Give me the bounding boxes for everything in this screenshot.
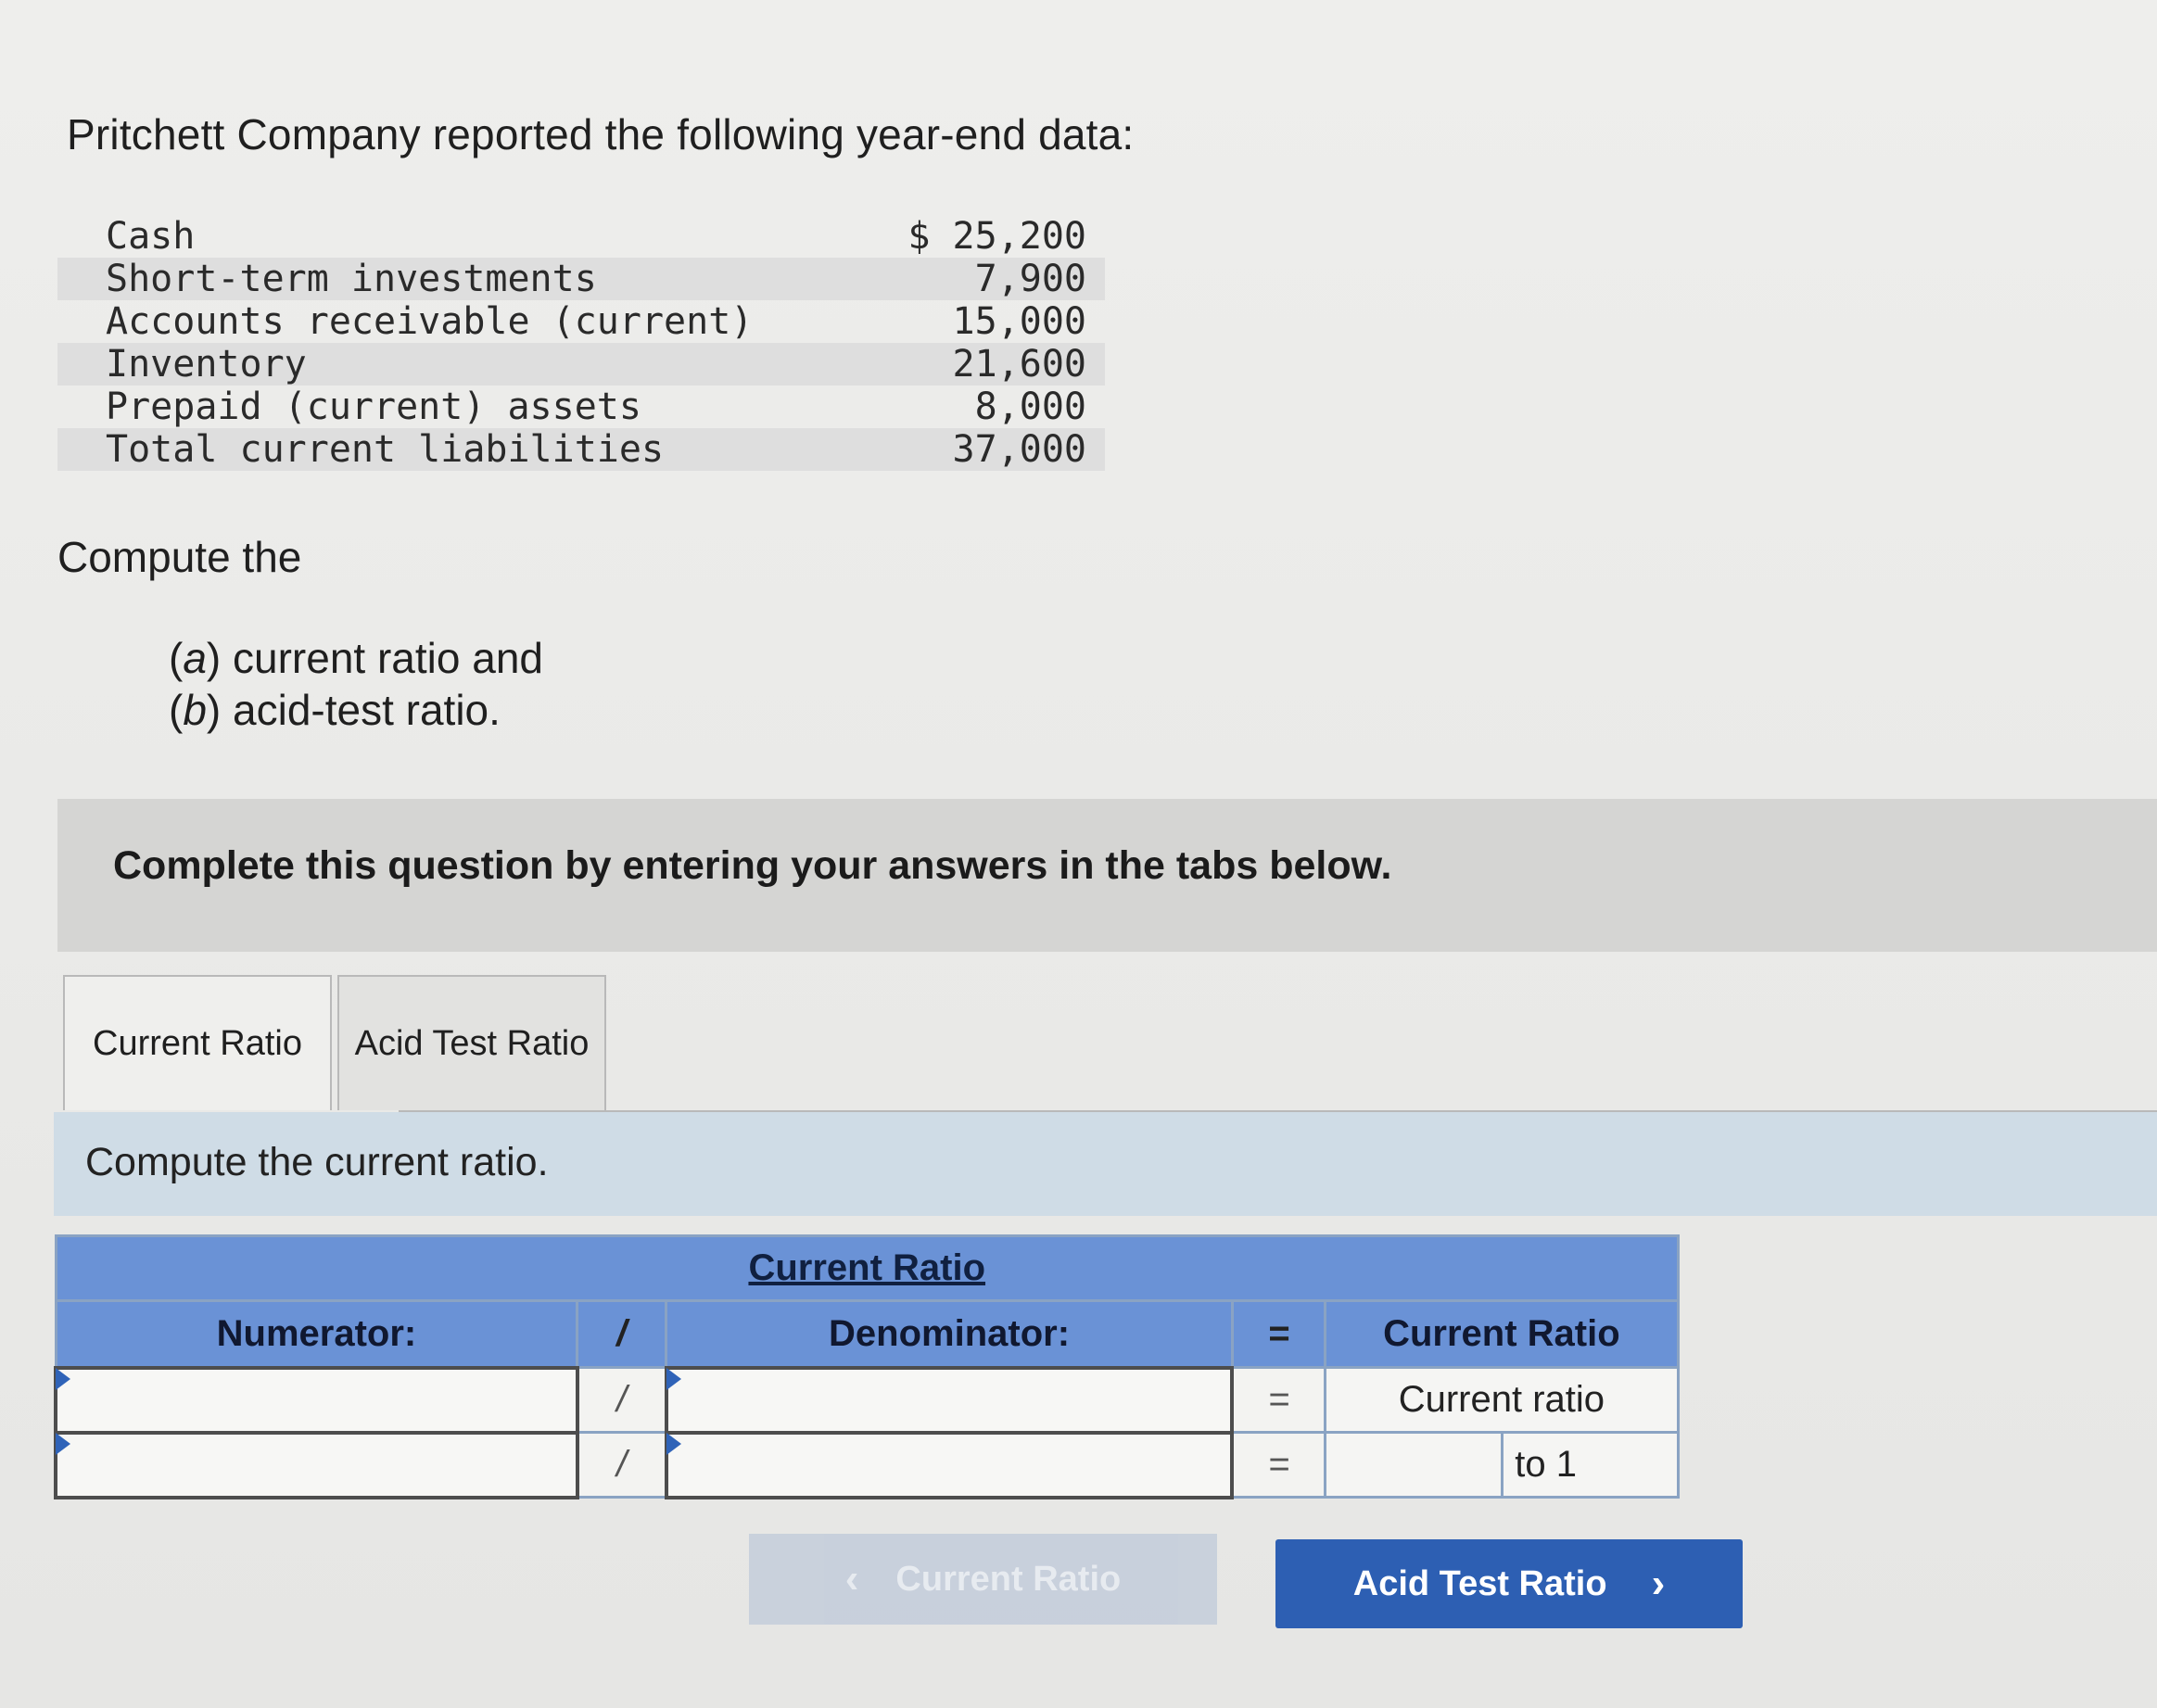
numerator-input-cell [56,1433,577,1498]
ratio-suffix: to 1 [1503,1433,1679,1498]
denominator-input-cell [666,1433,1233,1498]
row-amount: 21,600 [845,343,1105,386]
equals-symbol: = [1232,1301,1325,1368]
table-caption [56,1236,1679,1301]
dropdown-flag-icon [666,1433,681,1455]
instruction-banner [57,799,2157,952]
numerator-header: Numerator: [56,1301,577,1368]
table-row [57,343,1105,386]
row-label: Prepaid (current) assets [106,386,641,428]
tab-instruction-bar [54,1112,2157,1216]
part-letter: b [183,686,207,734]
result-label: Current ratio [1325,1368,1678,1433]
dropdown-flag-icon [56,1368,70,1390]
numerator-input-cell [56,1368,577,1433]
prev-tab-button[interactable] [749,1534,1217,1625]
part-text: acid-test ratio. [233,686,501,734]
table-caption-row [56,1236,1679,1301]
row-amount: 37,000 [845,428,1105,471]
tab-current-ratio[interactable]: Current Ratio [63,975,332,1110]
row-label: Accounts receivable (current) [106,300,754,343]
numerator-input[interactable] [57,1370,576,1431]
row-amount: 8,000 [974,386,1086,428]
table-row [57,215,1105,258]
compute-heading: Compute the [57,533,302,581]
denominator-amount-input[interactable] [668,1435,1231,1496]
result-header: Current Ratio [1325,1301,1678,1368]
row-label: Total current liabilities [57,428,845,471]
denominator-input-cell [666,1368,1233,1433]
row-amount: 7,900 [845,258,1105,300]
chevron-left-icon: ‹ [844,1556,859,1601]
table-row [57,300,1105,343]
denominator-header: Denominator: [666,1301,1233,1368]
divide-symbol: / [577,1368,666,1433]
part-b: (b) acid-test ratio. [169,686,501,734]
row-label: Cash [106,215,196,258]
numerator-amount-input[interactable] [57,1435,576,1496]
problem-intro: Pritchett Company reported the following year-end data: [67,110,1135,158]
table-row [57,258,1105,300]
tab-instruction: Compute the current ratio. [85,1140,549,1184]
table-row [57,386,1105,428]
dropdown-flag-icon [666,1368,681,1390]
divide-symbol: / [577,1301,666,1368]
next-tab-label: Acid Test Ratio [1352,1563,1607,1603]
prev-tab-label: Current Ratio [895,1559,1122,1599]
table-header-row [56,1301,1679,1368]
divide-symbol: / [577,1433,666,1498]
tab-acid-test-ratio[interactable]: Acid Test Ratio [337,975,606,1110]
dropdown-flag-icon [56,1433,70,1455]
table-row [57,428,1105,471]
caption-link: Current Ratio [748,1247,986,1288]
equals-symbol: = [1232,1368,1325,1433]
table-row [56,1368,1679,1433]
ratio-table [54,1234,1680,1499]
denominator-input[interactable] [668,1370,1231,1431]
chevron-right-icon: › [1651,1561,1666,1606]
row-label: Short-term investments [57,258,845,300]
banner-text: Complete this question by entering your answers in the tabs below. [113,843,1392,888]
part-letter: a [183,634,207,682]
question-parts [169,632,543,736]
row-label: Inventory [57,343,845,386]
equals-symbol: = [1232,1433,1325,1498]
data-table [57,215,1105,471]
part-text: current ratio and [233,634,543,682]
ratio-answer-input[interactable] [1326,1433,1505,1497]
next-tab-button[interactable] [1275,1539,1743,1628]
tab-bar [63,975,606,1112]
ratio-answer-cell [1325,1433,1503,1498]
row-amount: 15,000 [952,300,1086,343]
row-amount: $ 25,200 [907,215,1086,258]
table-row [56,1433,1679,1498]
part-a: (a) current ratio and [169,634,543,682]
